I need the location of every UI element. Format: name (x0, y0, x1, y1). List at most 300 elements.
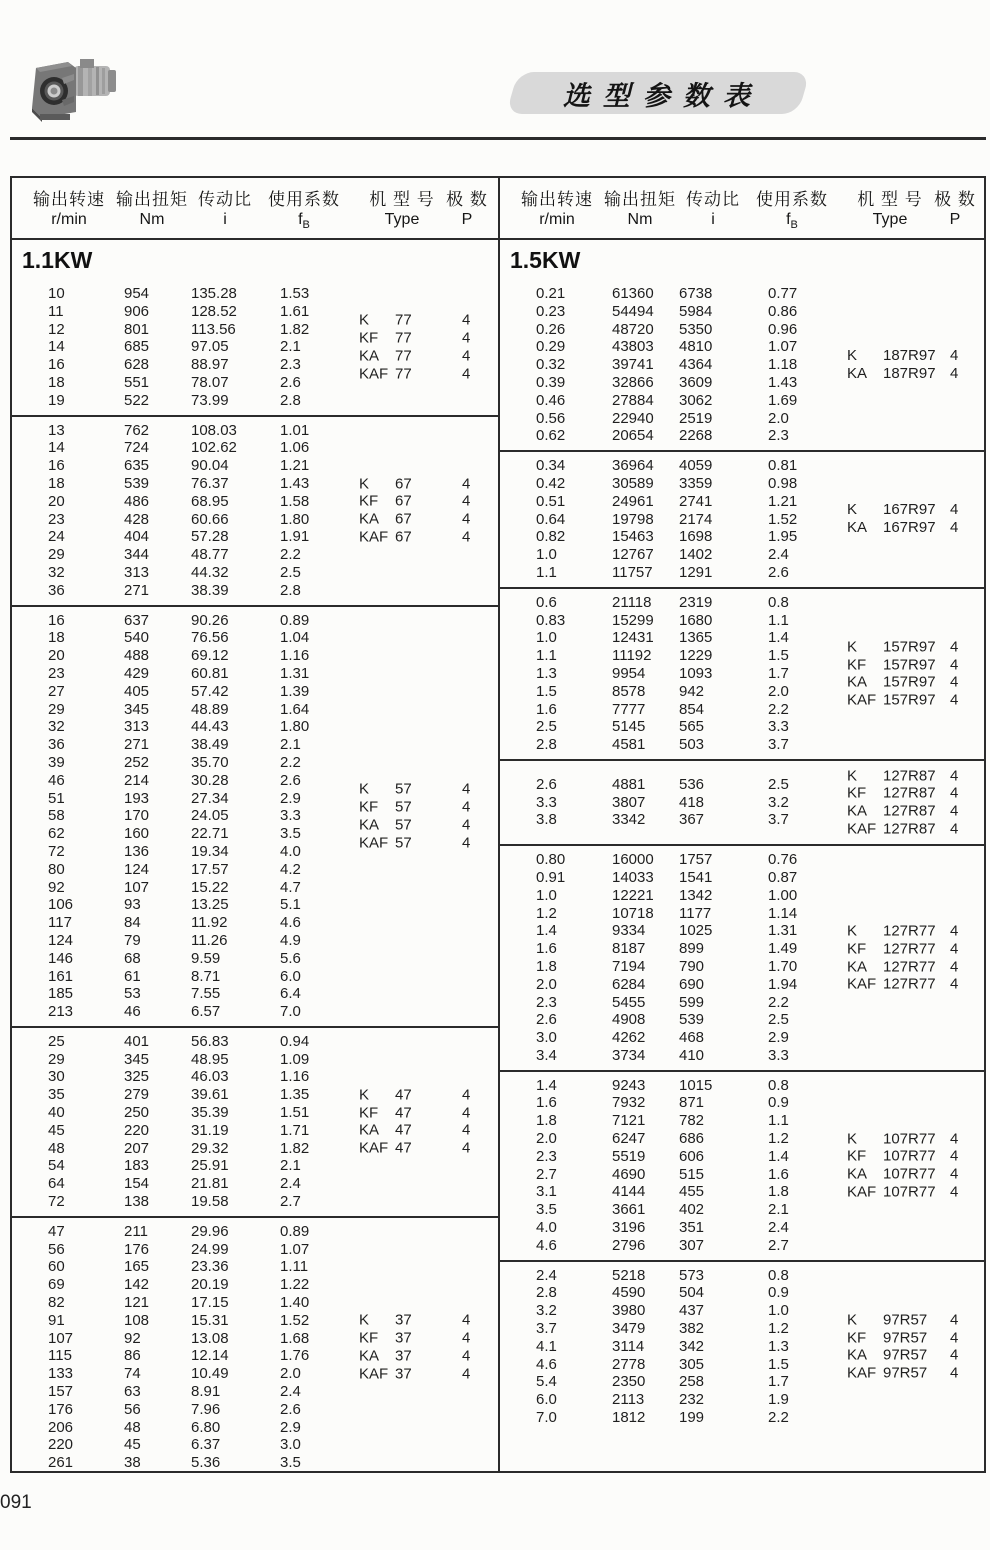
cell: 0.89 (280, 1222, 310, 1240)
cell: 0.29 (536, 338, 566, 356)
cell: 214 (124, 771, 150, 789)
type-poles: 4 (462, 492, 471, 510)
cell: 690 (679, 975, 705, 993)
cell: 90.26 (191, 611, 229, 629)
cell: 22940 (612, 409, 654, 427)
cell: 404 (124, 528, 150, 546)
cell: 19 (48, 391, 65, 409)
table-row (12, 1193, 498, 1211)
type-poles: 4 (950, 519, 959, 537)
table-row (12, 1276, 498, 1294)
cell: 12767 (612, 546, 654, 564)
type-row (359, 798, 491, 816)
cell: 102.62 (191, 439, 237, 457)
type-row (847, 1183, 979, 1201)
cell: 3.7 (536, 1320, 557, 1338)
cell: 17.15 (191, 1294, 229, 1312)
cell: 92 (124, 1329, 141, 1347)
cell: 455 (679, 1183, 705, 1201)
cell: 724 (124, 439, 150, 457)
table-row (12, 285, 498, 303)
cell: 135.28 (191, 285, 237, 302)
cell: 1291 (679, 563, 713, 581)
cell: 325 (124, 1068, 150, 1086)
cell: 3980 (612, 1302, 646, 1320)
cell: 4.6 (536, 1355, 557, 1373)
type-name: KA (847, 673, 868, 691)
cell: 1.21 (768, 492, 798, 510)
type-size: 107R77 (883, 1183, 936, 1201)
cell: 2.5 (768, 775, 789, 793)
cell: 0.21 (536, 285, 566, 302)
type-name: KF (847, 1328, 867, 1346)
cell: 5.1 (280, 896, 301, 914)
cell: 1.43 (280, 474, 310, 492)
cell: 29.32 (191, 1139, 229, 1157)
block-rows (12, 612, 498, 1021)
cell: 2.6 (768, 563, 789, 581)
cell: 8578 (612, 682, 646, 700)
cell: 46 (124, 1003, 141, 1021)
type-poles: 4 (462, 1347, 471, 1365)
cell: 1.7 (768, 664, 789, 682)
cell: 0.96 (768, 320, 798, 338)
page-number: 091 (0, 1492, 32, 1513)
type-poles: 4 (950, 1328, 959, 1346)
cell: 16000 (612, 851, 654, 869)
cell: 1.61 (280, 302, 310, 320)
cell: 56 (124, 1400, 141, 1418)
cell: 0.89 (280, 611, 310, 629)
cell: 3.5 (280, 825, 301, 843)
type-size: 127R87 (883, 802, 936, 820)
table-row (500, 1284, 984, 1302)
cell: 48720 (612, 320, 654, 338)
type-size: 47 (395, 1086, 412, 1104)
power-section-label: 1.5KW (510, 246, 581, 273)
cell: 0.9 (768, 1094, 789, 1112)
cell: 790 (679, 957, 705, 975)
cell: 62 (48, 825, 65, 843)
cell: 1025 (679, 922, 713, 940)
table-half-right (498, 178, 984, 1471)
cell: 1.8 (768, 1183, 789, 1201)
cell: 1757 (679, 851, 713, 869)
table-row (12, 629, 498, 647)
cell: 69 (48, 1276, 65, 1294)
page-title: 选型参数表 (563, 80, 763, 111)
type-list (847, 638, 979, 709)
column-header-en: i (223, 211, 227, 228)
cell: 1.31 (280, 664, 310, 682)
type-name: K (847, 1130, 858, 1148)
type-poles: 4 (950, 802, 959, 820)
type-name: KF (847, 940, 867, 958)
table-row (500, 1077, 984, 1095)
type-row (847, 785, 979, 803)
column-header-cn: 输出扭矩 (116, 190, 188, 209)
cell: 30 (48, 1068, 65, 1086)
column-header-en: r/min (51, 211, 87, 228)
type-row (359, 781, 491, 799)
type-row (359, 312, 491, 330)
cell: 138 (124, 1193, 150, 1211)
type-poles: 4 (462, 329, 471, 347)
cell: 24.99 (191, 1240, 229, 1258)
cell: 2.0 (768, 682, 789, 700)
type-row (847, 1311, 979, 1329)
cell: 1.16 (280, 1068, 310, 1086)
cell: 8187 (612, 940, 646, 958)
cell: 782 (679, 1112, 705, 1130)
cell: 686 (679, 1130, 705, 1148)
cell: 1.4 (768, 1147, 789, 1165)
cell: 1.49 (768, 940, 798, 958)
type-list (847, 1130, 979, 1201)
cell: 1.2 (768, 1130, 789, 1148)
cell: 565 (679, 718, 705, 736)
table-row (12, 1383, 498, 1401)
data-block (500, 844, 984, 1070)
cell: 154 (124, 1175, 150, 1193)
cell: 5.4 (536, 1373, 557, 1391)
column-header-en: $f_B$ (298, 211, 310, 232)
cell: 51 (48, 789, 65, 807)
cell: 0.42 (536, 474, 566, 492)
cell: 3661 (612, 1201, 646, 1219)
cell: 3.2 (536, 1302, 557, 1320)
table-row (12, 896, 498, 914)
table-row (500, 612, 984, 630)
table-row (12, 1223, 498, 1241)
type-size: 127R87 (883, 784, 936, 802)
type-list (847, 767, 979, 838)
cell: 1.8 (536, 1112, 557, 1130)
cell: 4881 (612, 775, 646, 793)
cell: 1698 (679, 528, 713, 546)
table-row (12, 564, 498, 582)
table-row (500, 1219, 984, 1237)
type-name: KA (359, 1347, 380, 1365)
type-size: 77 (395, 329, 412, 347)
cell: 48 (48, 1139, 65, 1157)
table-row (12, 950, 498, 968)
cell: 1.8 (536, 957, 557, 975)
cell: 185 (48, 985, 74, 1003)
cell: 121 (124, 1294, 150, 1312)
type-size: 97R57 (883, 1364, 928, 1382)
cell: 38.39 (191, 581, 229, 599)
type-row (359, 816, 491, 834)
type-size: 47 (395, 1104, 412, 1122)
table-row (500, 1112, 984, 1130)
cell: 9954 (612, 664, 646, 682)
cell: 9243 (612, 1076, 646, 1094)
cell: 29.96 (191, 1222, 229, 1240)
data-block (500, 450, 984, 587)
cell: 1.94 (768, 975, 798, 993)
cell: 5.6 (280, 949, 301, 967)
cell: 1.06 (280, 439, 310, 457)
type-poles: 4 (950, 1364, 959, 1382)
column-header-cn: 极 数 (934, 190, 976, 209)
cell: 2.2 (768, 700, 789, 718)
cell: 503 (679, 736, 705, 754)
type-list (847, 922, 979, 993)
cell: 1.21 (280, 457, 310, 475)
cell: 428 (124, 510, 150, 528)
cell: 35 (48, 1086, 65, 1104)
cell: 313 (124, 563, 150, 581)
type-name: K (359, 1086, 370, 1104)
table-row (12, 457, 498, 475)
cell: 106 (48, 896, 74, 914)
cell: 0.81 (768, 457, 798, 475)
cell: 124 (48, 931, 74, 949)
cell: 5984 (679, 302, 713, 320)
block-rows (500, 851, 984, 1065)
cell: 46 (48, 771, 65, 789)
cell: 39741 (612, 356, 654, 374)
cell: 24961 (612, 492, 654, 510)
cell: 606 (679, 1147, 705, 1165)
type-size: 127R77 (883, 922, 936, 940)
cell: 0.80 (536, 851, 566, 869)
type-size: 77 (395, 311, 412, 329)
cell: 871 (679, 1094, 705, 1112)
cell: 1.71 (280, 1121, 310, 1139)
cell: 2.7 (280, 1193, 301, 1211)
table-row (12, 1258, 498, 1276)
type-list (847, 502, 979, 538)
table-row (12, 665, 498, 683)
cell: 3479 (612, 1320, 646, 1338)
data-block (500, 759, 984, 844)
cell: 1.0 (536, 886, 557, 904)
cell: 80 (48, 860, 65, 878)
cell: 0.9 (768, 1284, 789, 1302)
cell: 0.46 (536, 391, 566, 409)
table-row (500, 457, 984, 475)
type-name: K (359, 1311, 370, 1329)
type-poles: 4 (950, 673, 959, 691)
cell: 27.34 (191, 789, 229, 807)
type-size: 157R97 (883, 673, 936, 691)
cell: 1.6 (536, 940, 557, 958)
cell: 504 (679, 1284, 705, 1302)
cell: 3.0 (536, 1029, 557, 1047)
cell: 762 (124, 421, 150, 439)
block-rows (12, 1223, 498, 1471)
cell: 7.0 (280, 1003, 301, 1021)
cell: 685 (124, 338, 150, 356)
cell: 213 (48, 1003, 74, 1021)
cell: 44.43 (191, 718, 229, 736)
cell: 2.7 (536, 1165, 557, 1183)
type-size: 97R57 (883, 1311, 928, 1329)
cell: 1.5 (768, 647, 789, 665)
data-block (500, 1070, 984, 1260)
cell: 64 (48, 1175, 65, 1193)
cell: 1.76 (280, 1347, 310, 1365)
type-poles: 4 (950, 691, 959, 709)
cell: 0.87 (768, 868, 798, 886)
type-row (847, 638, 979, 656)
cell: 522 (124, 391, 150, 409)
cell: 3342 (612, 811, 646, 829)
table-row (500, 475, 984, 493)
type-size: 77 (395, 365, 412, 383)
cell: 2.3 (536, 993, 557, 1011)
cell: 5519 (612, 1147, 646, 1165)
table-row (500, 1201, 984, 1219)
type-poles: 4 (950, 784, 959, 802)
cell: 628 (124, 356, 150, 374)
cell: 4.0 (536, 1219, 557, 1237)
cell: 1.07 (768, 338, 798, 356)
type-size: 157R97 (883, 656, 936, 674)
type-size: 67 (395, 474, 412, 492)
cell: 18 (48, 373, 65, 391)
block-rows (500, 285, 984, 445)
type-size: 57 (395, 834, 412, 852)
cell: 0.26 (536, 320, 566, 338)
cell: 1.0 (768, 1302, 789, 1320)
cell: 45 (124, 1436, 141, 1454)
cell: 6.0 (280, 967, 301, 985)
cell: 1.14 (768, 904, 798, 922)
type-list (359, 475, 491, 546)
cell: 3114 (612, 1337, 645, 1355)
cell: 12431 (612, 629, 654, 647)
cell: 47 (48, 1222, 65, 1240)
cell: 1.4 (536, 1076, 557, 1094)
cell: 405 (124, 682, 150, 700)
type-row (847, 347, 979, 365)
type-poles: 4 (950, 1165, 959, 1183)
cell: 23 (48, 664, 65, 682)
column-header-cn: 使用系数 (756, 190, 828, 209)
cell: 60.81 (191, 664, 229, 682)
cell: 573 (679, 1266, 705, 1284)
cell: 854 (679, 700, 705, 718)
cell: 1.3 (768, 1337, 789, 1355)
cell: 19.58 (191, 1193, 229, 1211)
cell: 11.26 (191, 931, 228, 949)
table-row (12, 1157, 498, 1175)
table-row (500, 594, 984, 612)
cell: 3.2 (768, 793, 789, 811)
cell: 540 (124, 629, 150, 647)
cell: 6.4 (280, 985, 301, 1003)
column-header-en: P (949, 211, 961, 228)
cell: 1.4 (536, 922, 557, 940)
cell: 2.4 (768, 546, 789, 564)
type-name: KAF (359, 365, 389, 383)
type-size: 97R57 (883, 1346, 928, 1364)
type-row (359, 528, 491, 546)
type-row (359, 1086, 491, 1104)
cell: 3196 (612, 1219, 646, 1237)
cell: 252 (124, 753, 150, 771)
cell: 2.1 (280, 1157, 301, 1175)
cell: 6.80 (191, 1418, 221, 1436)
cell: 206 (48, 1418, 74, 1436)
cell: 29 (48, 700, 65, 718)
cell: 76.37 (191, 474, 229, 492)
type-size: 67 (395, 528, 412, 546)
cell: 2.4 (536, 1266, 557, 1284)
cell: 15463 (612, 528, 654, 546)
type-size: 37 (395, 1347, 412, 1365)
cell: 11 (48, 302, 64, 320)
cell: 90.04 (191, 457, 229, 475)
table-row (12, 1454, 498, 1471)
cell: 4144 (612, 1183, 646, 1201)
cell: 2.9 (280, 789, 301, 807)
cell: 801 (124, 320, 150, 338)
cell: 5350 (679, 320, 713, 338)
type-list (359, 781, 491, 852)
cell: 2.8 (280, 581, 301, 599)
type-size: 157R97 (883, 638, 936, 656)
type-row (847, 922, 979, 940)
type-row (359, 347, 491, 365)
data-block (12, 280, 498, 415)
cell: 2.9 (280, 1418, 301, 1436)
table-row (500, 718, 984, 736)
cell: 906 (124, 302, 150, 320)
cell: 2319 (679, 593, 713, 611)
cell: 2.4 (280, 1175, 301, 1193)
type-size: 67 (395, 510, 412, 528)
type-list (359, 1086, 491, 1157)
type-row (847, 1365, 979, 1383)
cell: 43803 (612, 338, 654, 356)
cell: 108.03 (191, 421, 237, 439)
cell: 2.6 (536, 1011, 557, 1029)
type-size: 47 (395, 1121, 412, 1139)
type-size: 167R97 (883, 519, 936, 537)
cell: 258 (679, 1373, 705, 1391)
cell: 342 (679, 1337, 705, 1355)
cell: 1093 (679, 664, 713, 682)
cell: 2.8 (280, 391, 301, 409)
cell: 27884 (612, 391, 654, 409)
cell: 176 (48, 1400, 74, 1418)
cell: 1541 (679, 868, 713, 886)
cell: 1.1 (536, 647, 557, 665)
type-row (359, 1140, 491, 1158)
cell: 13.25 (191, 896, 229, 914)
type-row (847, 803, 979, 821)
cell: 3.5 (280, 1454, 301, 1471)
cell: 13 (48, 421, 65, 439)
cell: 4581 (612, 736, 646, 754)
type-name: KA (359, 816, 380, 834)
cell: 1229 (679, 647, 713, 665)
cell: 0.23 (536, 302, 566, 320)
cell: 48.77 (191, 546, 229, 564)
cell: 3.3 (536, 793, 557, 811)
cell: 1.82 (280, 320, 310, 338)
type-poles: 4 (950, 1130, 959, 1148)
cell: 91 (48, 1311, 65, 1329)
cell: 2.2 (768, 1409, 789, 1427)
cell: 488 (124, 647, 150, 665)
cell: 1.4 (768, 629, 789, 647)
cell: 199 (679, 1409, 705, 1427)
